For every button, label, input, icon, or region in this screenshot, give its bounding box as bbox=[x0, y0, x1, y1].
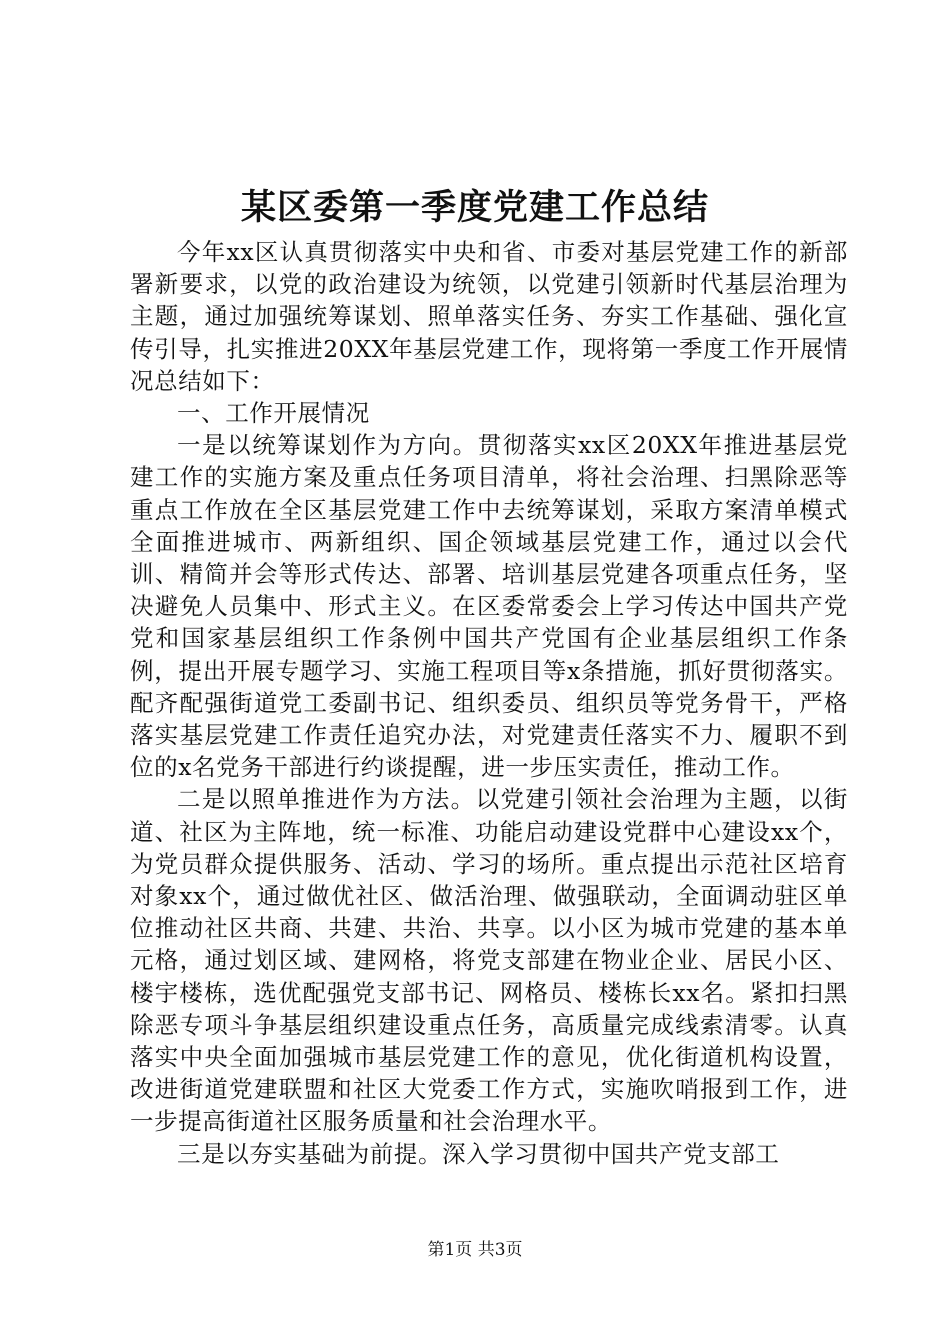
paragraph-item-2: 二是以照单推进作为方法。以党建引领社会治理为主题，以街道、社区为主阵地，统一标准、功能启动建设党群中心建设xx个，为党员群众提供服务、活动、学习的场所。重点提出示范社区培育对象xx个，通过做优社区、做活治理、做强联动，全面调动驻区单位推动社区共商、共建、共治、共享。以小区为城市党建的基本单元格，通过划区域、建网格，将党支部建在物业企业、居民小区、楼宇楼栋，选优配强党支部书记、网格员、楼栋长xx名。紧扣扫黑除恶专项斗争基层组织建设重点任务，高质量完成线索清零。认真落实中央全面加强城市基层党建工作的意见，优化街道机构设置，改进街道党建联盟和社区大党委工作方式，实施吹哨报到工作，进一步提高街道社区服务质量和社会治理水平。 bbox=[130, 785, 848, 1136]
page-number: 第1页 bbox=[427, 1240, 473, 1260]
paragraph-item-1: 一是以统筹谋划作为方向。贯彻落实xx区20XX年推进基层党建工作的实施方案及重点任务项目清单，将社会治理、扫黑除恶等重点工作放在全区基层党建工作中去统筹谋划，采取方案清单模式全面推进城市、两新组织、国企领域基层党建工作，通过以会代训、精简并会等形式传达、部署、培训基层党建各项重点任务，坚决避免人员集中、形式主义。在区委常委会上学习传达中国共产党党和国家基层组织工作条例中国共产党国有企业基层组织工作条例，提出开展专题学习、实施工程项目等x条措施，抓好贯彻落实。配齐配强街道党工委副书记、组织委员、组织员等党务骨干，严格落实基层党建工作责任追究办法，对党建责任落实不力、履职不到位的x名党务干部进行约谈提醒，进一步压实责任，推动工作。 bbox=[130, 431, 848, 782]
document-body bbox=[130, 236, 848, 1170]
page-footer bbox=[0, 1238, 950, 1262]
document-title: 某区委第一季度党建工作总结 bbox=[240, 187, 709, 228]
page-total: 共3页 bbox=[477, 1240, 523, 1260]
paragraph-intro: 今年xx区认真贯彻落实中央和省、市委对基层党建工作的新部署新要求，以党的政治建设为统领，以党建引领新时代基层治理为主题，通过加强统筹谋划、照单落实任务、夯实工作基础、强化宣传引导，扎实推进20XX年基层党建工作，现将第一季度工作开展情况总结如下： bbox=[130, 238, 848, 395]
paragraph-item-3: 三是以夯实基础为前提。深入学习贯彻中国共产党支部工 bbox=[177, 1139, 780, 1168]
section-heading: 一、工作开展情况 bbox=[177, 399, 370, 428]
